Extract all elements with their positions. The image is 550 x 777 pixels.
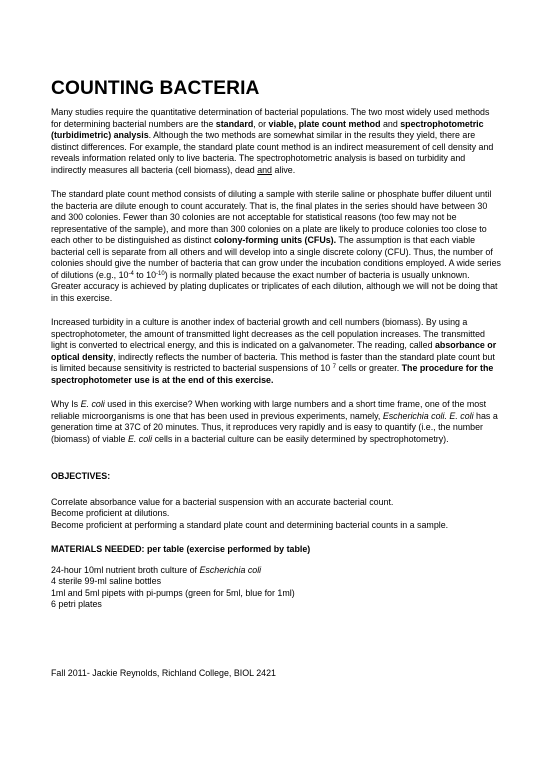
intro-paragraph: [51, 107, 501, 176]
page-footer: Fall 2011- Jackie Reynolds, Richland College, BIOL 2421: [51, 668, 276, 678]
objectives-heading: OBJECTIVES:: [51, 471, 111, 482]
material-item: 1ml and 5ml pipets with pi-pumps (green for 5ml, blue for 1ml): [51, 587, 295, 598]
text-run: has a generation time at 37C of 20 minutes. Thus, it reproduces very rapidly and is easy to quantify (i.e., the number (biomass) of viable: [51, 410, 498, 444]
text-run: The assumption is that each viable bacterial cell is separate from all others and will develop into a single discrete colony (CFU). Thus, the number of colonies should give the number of bacteria that can grow under the incubation conditions employed. A wide series of dilutions (e.g., 10: [51, 235, 501, 280]
objective-item: Become proficient at dilutions.: [51, 508, 170, 519]
bold-term: colony-forming units (CFUs).: [213, 235, 337, 246]
text-run: , or: [253, 118, 269, 129]
italic-term: Escherichia coli. E. coli: [382, 410, 474, 421]
text-run: Increased turbidity in a culture is another index of bacterial growth and cell numbers (biomass). By using a spectrophotometer, the amount of transmitted light decreases as the cell population increases. The transmitted light is converted to electrical energy, and this is indicated on a galvanometer. The reading, called: [51, 317, 485, 351]
text-run: alive.: [272, 164, 296, 175]
materials-heading: MATERIALS NEEDED: per table (exercise performed by table): [51, 544, 311, 555]
italic-term: E. coli: [80, 399, 105, 410]
objective-item: Become proficient at performing a standard plate count and determining bacterial counts in a sample.: [51, 519, 449, 530]
italic-term: Escherichia coli: [199, 564, 262, 575]
bold-term: standard: [215, 118, 254, 129]
page-title: COUNTING BACTERIA: [51, 78, 260, 99]
underlined-word: and: [257, 164, 272, 175]
objective-item: Correlate absorbance value for a bacterial suspension with an accurate bacterial count.: [51, 496, 394, 507]
bold-term: spectrophotometric (turbidimetric) analysis: [51, 118, 484, 141]
document-page: [51, 78, 501, 624]
text-run: . Although the two methods are somewhat similar in the results they yield, there are distinct differences. For example, the standard plate count method is an indirect measurement of cell density and reveals information related only to live bacteria. The spectrophotometric analysis is based on turbidity and indirectly measures all bacteria (cell biomass), dead: [51, 130, 494, 175]
bold-term: The procedure for the spectrophotometer use is at the end of this exercise.: [51, 363, 494, 385]
text-run: ) is normally plated because the exact number of bacteria is usually unknown. Greater accuracy is achieved by plating duplicates or triplicates of each dilution, although we will not be doing that in this exercise.: [51, 269, 498, 303]
objectives-section: [51, 471, 501, 531]
superscript: -10: [156, 270, 165, 277]
text-run: Many studies require the quantitative determination of bacterial populations. The two most widely used methods for determining bacterial numbers are the: [51, 107, 490, 129]
text-run: used in this exercise? When working with large numbers and a short time frame, one of the most reliable microorganisms is one that has been used in previous experiments, namely,: [51, 399, 487, 421]
italic-term: E. coli: [127, 433, 153, 444]
text-run: cells or greater.: [336, 363, 402, 374]
text-run: to 10: [133, 269, 157, 280]
bold-term: viable, plate count method: [268, 118, 381, 129]
bold-term: absorbance or optical density: [51, 340, 497, 362]
text-run: 24-hour 10ml nutrient broth culture of: [51, 564, 200, 575]
ecoli-paragraph: [51, 399, 501, 445]
superscript: -4: [128, 270, 134, 277]
material-item: 6 petri plates: [51, 599, 102, 610]
text-run: cells in a bacterial culture can be easily determined by spectrophotometry).: [152, 433, 449, 444]
text-run: Why Is: [51, 399, 81, 410]
materials-section: [51, 544, 501, 611]
material-item: [51, 565, 501, 577]
text-run: The standard plate count method consists of diluting a sample with sterile saline or phosphate buffer diluent until the bacteria are dilute enough to count accurately. That is, the final plates in the series should have between 30 and 300 colonies. Fewer than 30 colonies are not acceptable for statistical reasons (too few may not be representative of the sample), and more than 300 colonies on a plate are likely to produce colonies too close to each other to be distinguished as distinct: [51, 189, 492, 246]
superscript: 7: [332, 364, 337, 371]
text-run: and: [380, 118, 401, 129]
turbidity-paragraph: [51, 317, 501, 386]
plate-count-paragraph: [51, 189, 501, 304]
material-item: 4 sterile 99-ml saline bottles: [51, 576, 162, 587]
text-run: , indirectly reflects the number of bacteria. This method is faster than the standard plate count but is limited because sensitivity is restricted to bacterial suspensions of 10: [51, 351, 495, 374]
